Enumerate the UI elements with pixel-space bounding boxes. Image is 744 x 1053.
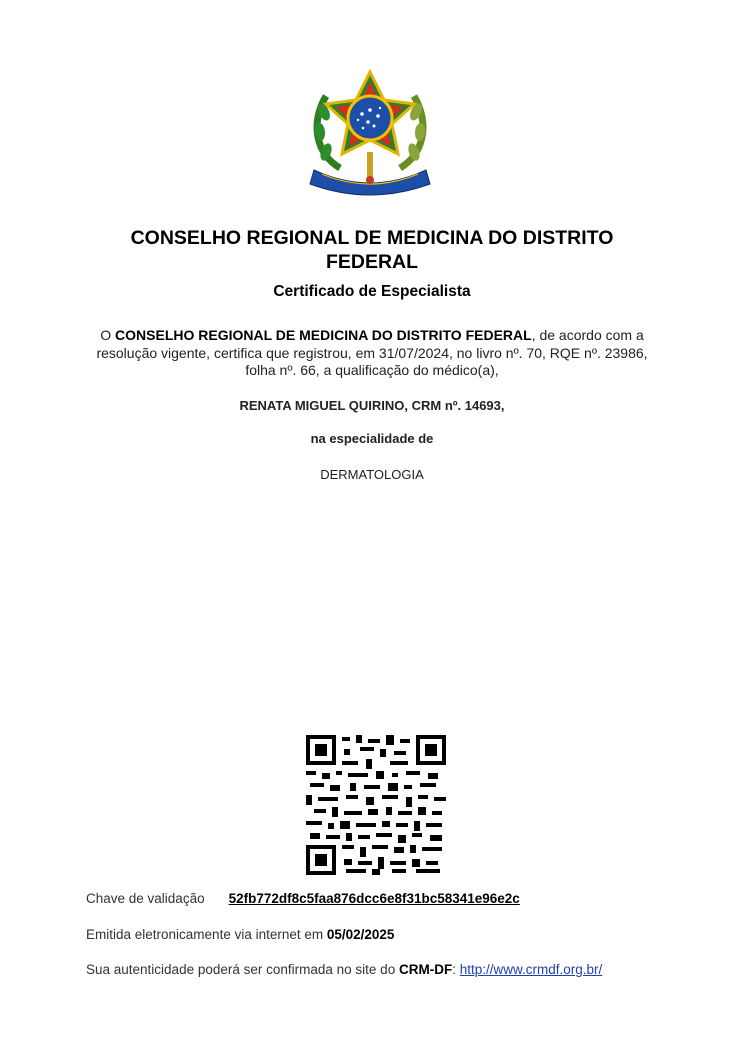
page-title: CONSELHO REGIONAL DE MEDICINA DO DISTRITO FEDERAL bbox=[130, 227, 614, 273]
qr-code bbox=[306, 735, 446, 875]
issued-date: 05/02/2025 bbox=[326, 927, 395, 942]
coat-of-arms-emblem bbox=[300, 66, 440, 202]
issued-text: Emitida eletronicamente via internet em bbox=[86, 927, 327, 942]
certificate-body bbox=[80, 327, 664, 380]
qr-code-icon bbox=[306, 735, 446, 875]
council-name: CONSELHO REGIONAL DE MEDICINA DO DISTRITO FEDERAL bbox=[115, 327, 532, 343]
authenticity-line bbox=[86, 962, 602, 977]
authenticity-separator: : bbox=[452, 962, 460, 977]
validation-key-line bbox=[86, 891, 520, 906]
coat-of-arms-icon bbox=[300, 66, 440, 202]
specialty-value: DERMATOLOGIA bbox=[320, 467, 424, 482]
issued-line bbox=[86, 927, 394, 942]
authenticity-org: CRM-DF bbox=[398, 962, 453, 977]
intro-prefix: O bbox=[100, 327, 116, 343]
doctor-line: RENATA MIGUEL QUIRINO, CRM nº. 14693, bbox=[239, 398, 505, 413]
authenticity-text: Sua autenticidade poderá ser confirmada no site do bbox=[86, 962, 399, 977]
validation-key-label: Chave de validação bbox=[86, 891, 205, 906]
certificate-subtitle: Certificado de Especialista bbox=[273, 283, 471, 300]
validation-key-value[interactable]: 52fb772df8c5faa876dcc6e8f31bc58341e96e2c bbox=[228, 891, 520, 906]
crmdf-website-link[interactable]: http://www.crmdf.org.br/ bbox=[459, 962, 603, 977]
intro-text: , de acordo com a resolução vigente, certifica que registrou, em 31/07/2024, no livro nº. 70, RQE nº. 23986, folha nº. 66, a qualificação do médico(a), bbox=[96, 327, 648, 378]
specialty-label: na especialidade de bbox=[310, 431, 434, 446]
